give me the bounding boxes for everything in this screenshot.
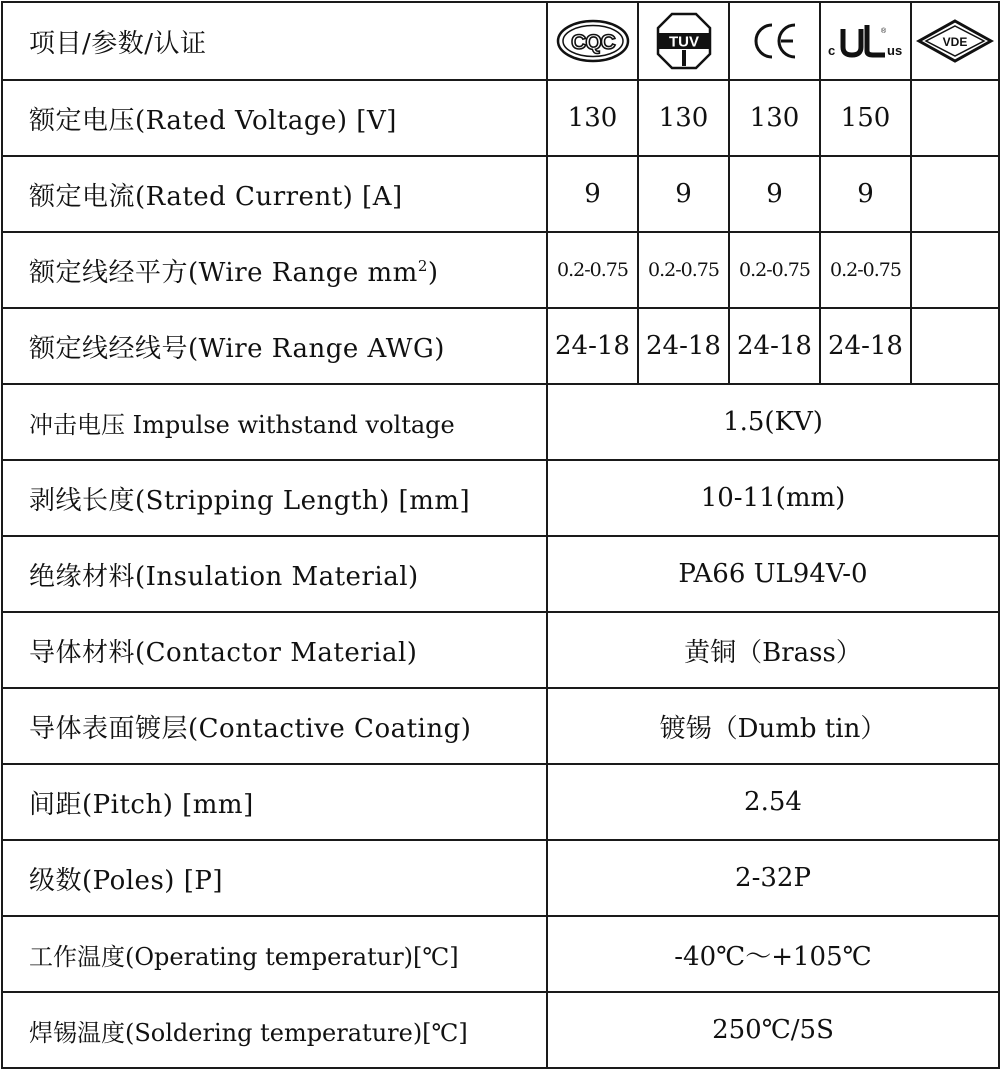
ce-current: 9 (729, 156, 820, 232)
poles-label: 级数(Poles) [P] (2, 840, 547, 916)
rated-voltage-label: 额定电压(Rated Voltage) [V] (2, 80, 547, 156)
rated-voltage-row (2, 80, 999, 156)
rated-current-row (2, 156, 999, 232)
contactor-material-value: 黄铜（Brass） (547, 612, 999, 688)
culus-logo-icon (820, 2, 911, 80)
stripping-length-value: 10-11(mm) (547, 460, 999, 536)
svg-text:CQC: CQC (570, 31, 615, 54)
culus-current: 9 (820, 156, 911, 232)
pitch-row (2, 764, 999, 840)
spec-table (1, 1, 1000, 1069)
contactive-coating-value: 镀锡（Dumb tin） (547, 688, 999, 764)
operating-temperature-value: -40℃～+105℃ (547, 916, 999, 992)
impulse-voltage-value: 1.5(KV) (547, 384, 999, 460)
wire-range-awg-row (2, 308, 999, 384)
tuv-wire-awg: 24-18 (638, 308, 729, 384)
impulse-voltage-row (2, 384, 999, 460)
insulation-material-row (2, 536, 999, 612)
soldering-temperature-row (2, 992, 999, 1068)
ce-voltage: 130 (729, 80, 820, 156)
soldering-temperature-label: 焊锡温度(Soldering temperature)[℃] (2, 992, 547, 1068)
insulation-material-label: 绝缘材料(Insulation Material) (2, 536, 547, 612)
cqc-logo-icon (547, 2, 638, 80)
contactor-material-row (2, 612, 999, 688)
vde-wire-awg (911, 308, 999, 384)
contactive-coating-label: 导体表面镀层(Contactive Coating) (2, 688, 547, 764)
rated-current-label: 额定电流(Rated Current) [A] (2, 156, 547, 232)
soldering-temperature-value: 250℃/5S (547, 992, 999, 1068)
culus-wire-mm: 0.2-0.75 (820, 232, 911, 308)
vde-current (911, 156, 999, 232)
tuv-logo-icon (638, 2, 729, 80)
culus-wire-awg: 24-18 (820, 308, 911, 384)
cqc-voltage: 130 (547, 80, 638, 156)
vde-wire-mm (911, 232, 999, 308)
impulse-voltage-label: 冲击电压 Impulse withstand voltage (2, 384, 547, 460)
operating-temperature-row (2, 916, 999, 992)
ce-logo-icon (729, 2, 820, 80)
vde-logo-icon (911, 2, 999, 80)
vde-voltage (911, 80, 999, 156)
header-label: 项目/参数/认证 (2, 2, 547, 80)
svg-text:®: ® (880, 28, 886, 35)
pitch-label: 间距(Pitch) [mm] (2, 764, 547, 840)
cqc-wire-mm: 0.2-0.75 (547, 232, 638, 308)
cqc-current: 9 (547, 156, 638, 232)
wire-range-mm-label: 额定线经平方(Wire Range $mm^2$) (2, 232, 547, 308)
tuv-voltage: 130 (638, 80, 729, 156)
tuv-current: 9 (638, 156, 729, 232)
svg-text:VDE: VDE (942, 35, 968, 49)
culus-voltage: 150 (820, 80, 911, 156)
pitch-value: 2.54 (547, 764, 999, 840)
contactor-material-label: 导体材料(Contactor Material) (2, 612, 547, 688)
stripping-length-row (2, 460, 999, 536)
ce-wire-awg: 24-18 (729, 308, 820, 384)
poles-value: 2-32P (547, 840, 999, 916)
poles-row (2, 840, 999, 916)
contactive-coating-row (2, 688, 999, 764)
tuv-wire-mm: 0.2-0.75 (638, 232, 729, 308)
cqc-wire-awg: 24-18 (547, 308, 638, 384)
svg-text:c: c (827, 43, 835, 58)
header-row (2, 2, 999, 80)
wire-range-mm-row (2, 232, 999, 308)
svg-text:us: us (886, 43, 902, 58)
wire-range-awg-label: 额定线经线号(Wire Range AWG) (2, 308, 547, 384)
stripping-length-label: 剥线长度(Stripping Length) [mm] (2, 460, 547, 536)
svg-text:TUV: TUV (668, 33, 699, 51)
operating-temperature-label: 工作温度(Operating temperatur)[℃] (2, 916, 547, 992)
insulation-material-value: PA66 UL94V-0 (547, 536, 999, 612)
ce-wire-mm: 0.2-0.75 (729, 232, 820, 308)
